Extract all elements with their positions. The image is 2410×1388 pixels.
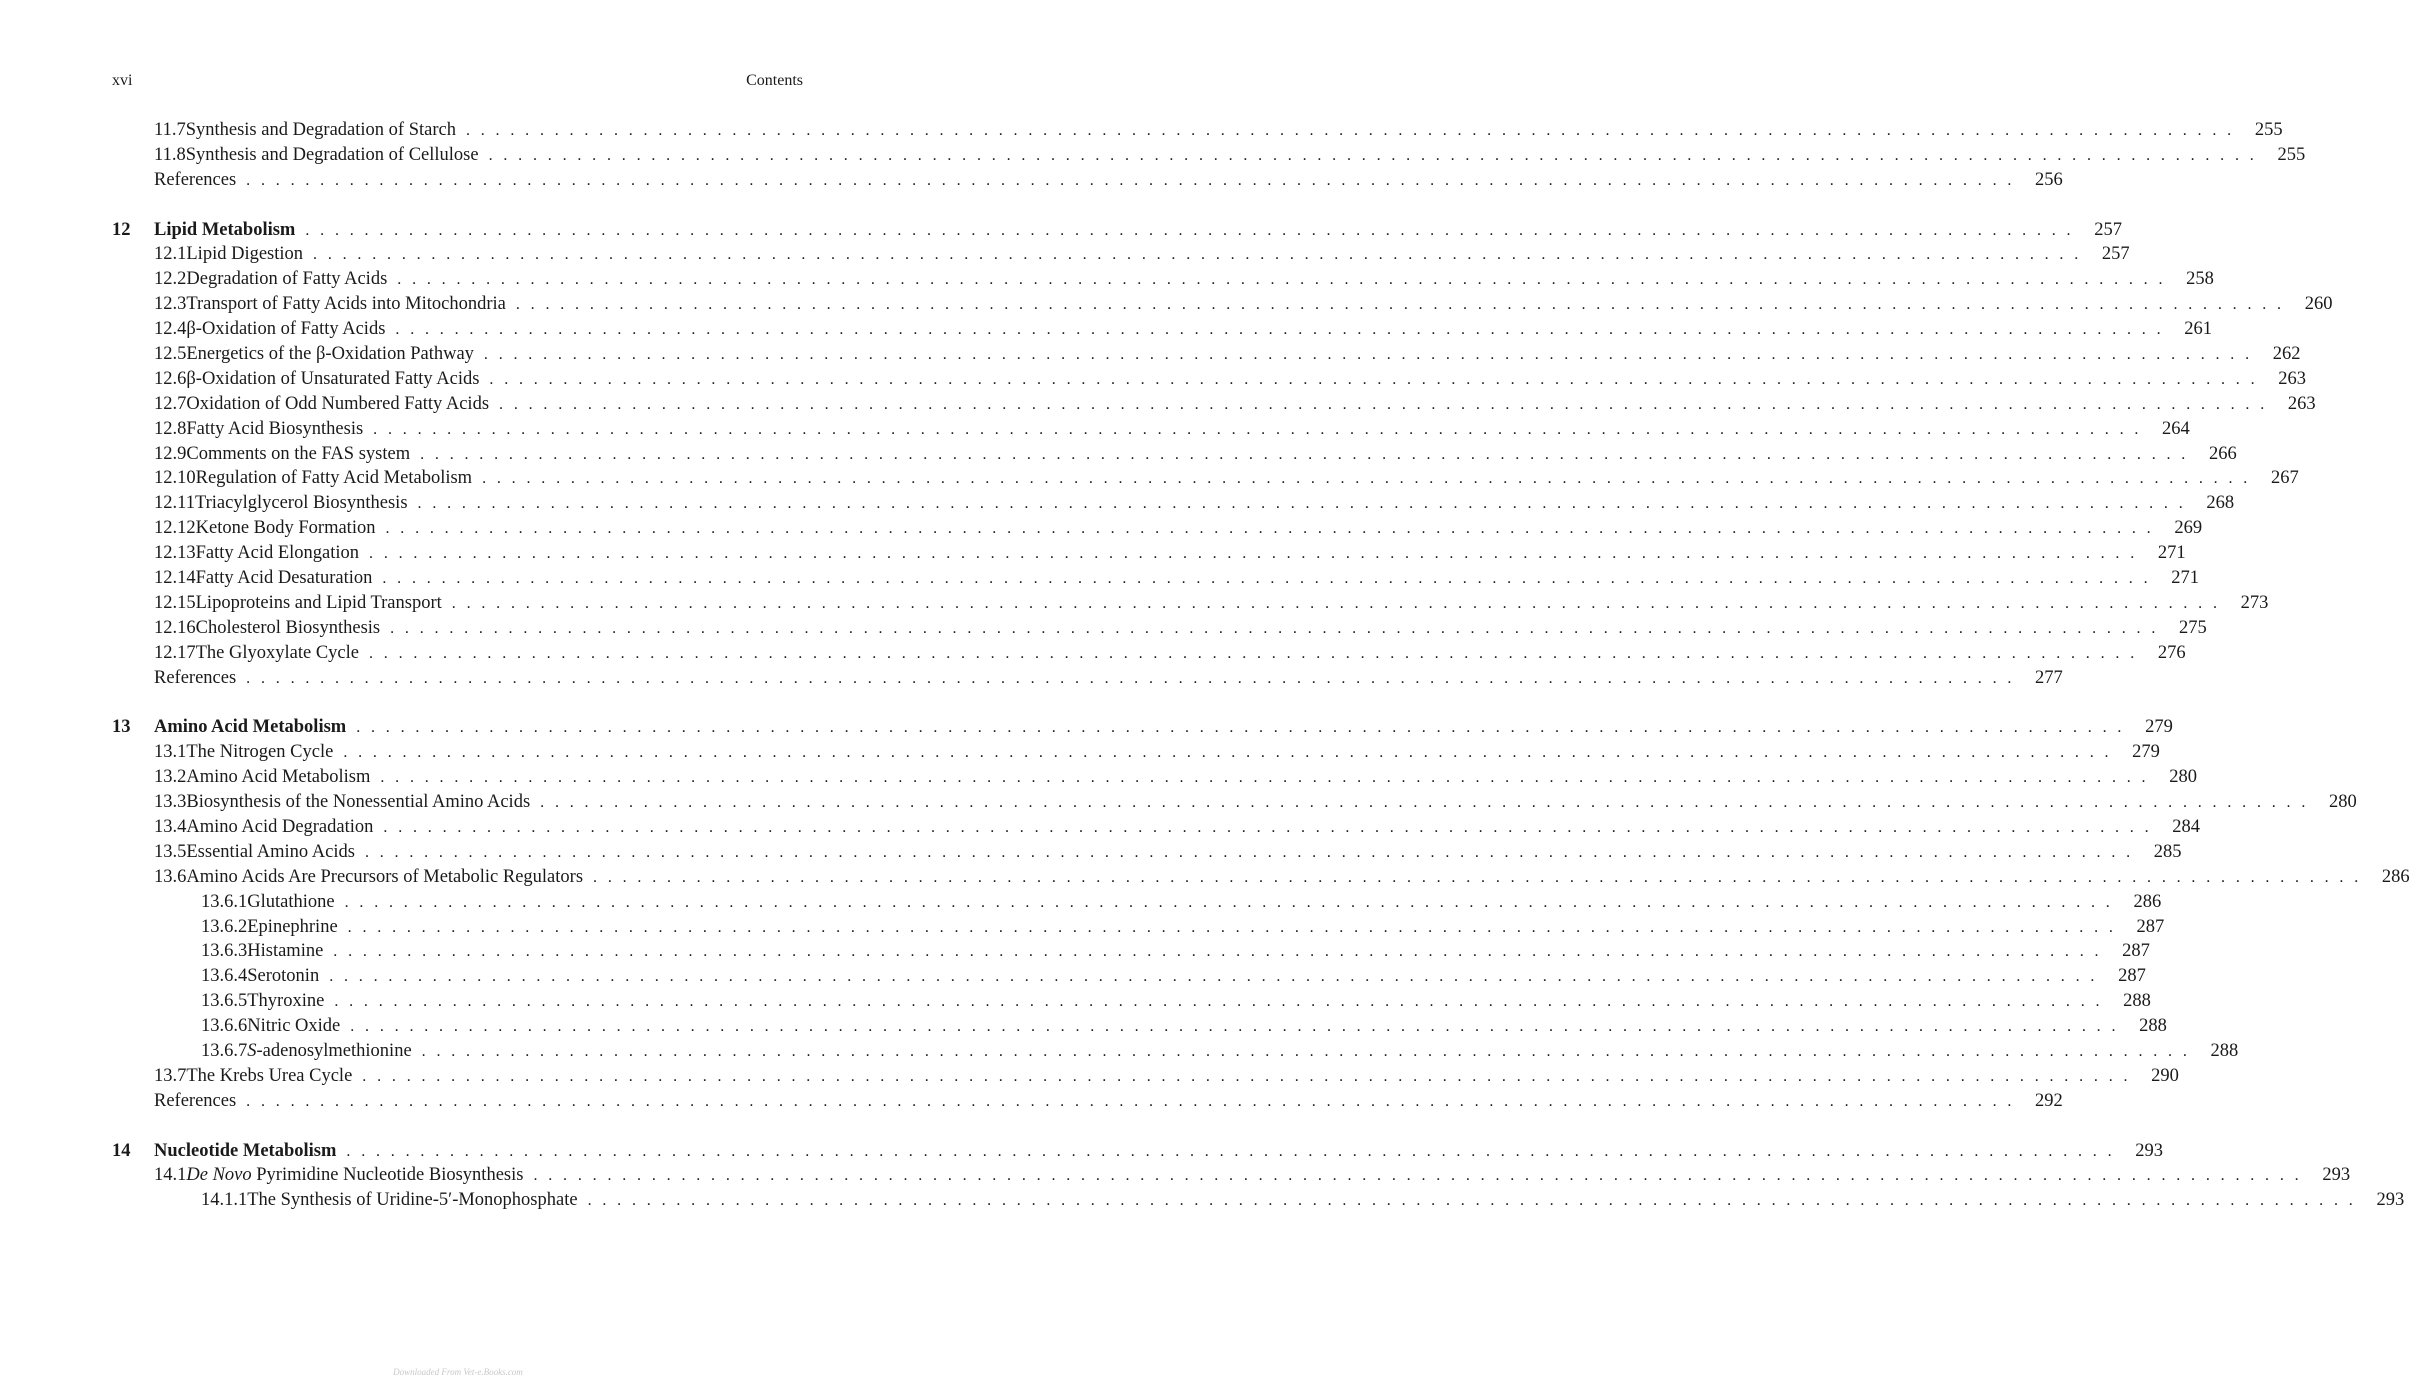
- dot-leader: . . . . . . . . . . . . . . . . . . . . . . . . . . . . . . . . . . . . . . . . . . . . . . . . . . . . . . . . . . . . . . . . . . . . . . . . . . . . . . . . . . . . . . . . . . . . . . . . . . . . . . . . . . . . . . . . . . . . . . . .: [421, 1042, 2191, 1060]
- section-number: 14.1: [154, 1165, 187, 1186]
- section-number: 12.11: [154, 493, 195, 514]
- entry-title: Lipid Metabolism: [154, 219, 296, 240]
- entry-title: Epinephrine: [247, 916, 338, 937]
- dot-leader: . . . . . . . . . . . . . . . . . . . . . . . . . . . . . . . . . . . . . . . . . . . . . . . . . . . . . . . . . . . . . . . . . . . . . . . . . . . . . . . . . . . . . . . . . . . . . . . . . . . . . . . . . . . . . . . . . . . . . . . .: [382, 570, 2151, 588]
- entry-title: The Nitrogen Cycle: [186, 742, 334, 763]
- toc-entry[interactable]: [112, 765, 2197, 790]
- toc-entry[interactable]: [112, 317, 2213, 342]
- dot-leader: . . . . . . . . . . . . . . . . . . . . . . . . . . . . . . . . . . . . . . . . . . . . . . . . . . . . . . . . . . . . . . . . . . . . . . . . . . . . . . . . . . . . . . . . . . . . . . . . . . . . . . . . . . . . . . . . . . . . . . . .: [395, 321, 2165, 339]
- dot-leader: . . . . . . . . . . . . . . . . . . . . . . . . . . . . . . . . . . . . . . . . . . . . . . . . . . . . . . . . . . . . . . . . . . . . . . . . . . . . . . . . . . . . . . . . . . . . . . . . . . . . . . . . . . . . . . . . . . . . . . . .: [334, 993, 2103, 1011]
- toc-entry[interactable]: [112, 367, 2307, 392]
- toc-entry[interactable]: [112, 616, 2207, 641]
- section-number: 12.1: [154, 244, 187, 265]
- section-number: 12.14: [154, 568, 196, 589]
- page-number-label: xvi: [112, 72, 133, 89]
- page-number: 287: [2118, 966, 2146, 987]
- running-header: [112, 72, 803, 94]
- toc-entry[interactable]: [112, 342, 2301, 367]
- entry-title: Synthesis and Degradation of Cellulose: [185, 144, 479, 165]
- entry-title: Histamine: [247, 941, 324, 962]
- toc-references-entry[interactable]: [112, 666, 2063, 691]
- chapter-number: 12: [112, 219, 131, 240]
- page-number: 268: [2206, 493, 2235, 514]
- page-number: 263: [2278, 368, 2307, 389]
- section-number: 13.6: [154, 866, 187, 887]
- toc-entry[interactable]: [112, 442, 2237, 467]
- dot-leader: . . . . . . . . . . . . . . . . . . . . . . . . . . . . . . . . . . . . . . . . . . . . . . . . . . . . . . . . . . . . . . . . . . . . . . . . . . . . . . . . . . . . . . . . . . . . . . . . . . . . . . . . . . . . . . . . . . . . . . . .: [383, 818, 2152, 836]
- entry-title: Biosynthesis of the Nonessential Amino Acids: [186, 792, 531, 813]
- toc-entry[interactable]: [112, 242, 2130, 267]
- toc-entry[interactable]: [112, 466, 2299, 491]
- chapter-number: 14: [112, 1140, 131, 1161]
- entry-title: De Novo Pyrimidine Nucleotide Biosynthesis: [186, 1165, 524, 1186]
- toc-entry[interactable]: [112, 740, 2160, 765]
- page-number: 290: [2151, 1065, 2179, 1086]
- page-number: 284: [2172, 816, 2200, 837]
- entry-title: Triacylglycerol Biosynthesis: [194, 493, 408, 514]
- entry-title: Serotonin: [247, 966, 320, 987]
- entry-title: Degradation of Fatty Acids: [186, 269, 388, 290]
- running-title: Contents: [746, 72, 803, 89]
- toc-entry[interactable]: [112, 840, 2182, 865]
- dot-leader: . . . . . . . . . . . . . . . . . . . . . . . . . . . . . . . . . . . . . . . . . . . . . . . . . . . . . . . . . . . . . . . . . . . . . . . . . . . . . . . . . . . . . . . . . . . . . . . . . . . . . . . . . . . . . . . . . . . . . . . .: [329, 968, 2098, 986]
- section-number: 12.4: [154, 319, 187, 340]
- dot-leader: . . . . . . . . . . . . . . . . . . . . . . . . . . . . . . . . . . . . . . . . . . . . . . . . . . . . . . . . . . . . . . . . . . . . . . . . . . . . . . . . . . . . . . . . . . . . . . . . . . . . . . . . . . . . . . . . . . . . . . . .: [347, 918, 2117, 936]
- dot-leader: . . . . . . . . . . . . . . . . . . . . . . . . . . . . . . . . . . . . . . . . . . . . . . . . . . . . . . . . . . . . . . . . . . . . . . . . . . . . . . . . . . . . . . . . . . . . . . . . . . . . . . . . . . . . . . . . . . . . . . . .: [369, 545, 2138, 563]
- toc-entry[interactable]: [112, 516, 2203, 541]
- section-number: 13.6.5: [201, 991, 248, 1012]
- toc-entry[interactable]: [112, 591, 2269, 616]
- section-number: 13.6.1: [201, 891, 248, 912]
- page-number: 262: [2272, 344, 2301, 365]
- toc-entry[interactable]: [112, 118, 2283, 143]
- entry-title: The Glyoxylate Cycle: [195, 642, 359, 663]
- dot-leader: . . . . . . . . . . . . . . . . . . . . . . . . . . . . . . . . . . . . . . . . . . . . . . . . . . . . . . . . . . . . . . . . . . . . . . . . . . . . . . . . . . . . . . . . . . . . . . . . . . . . . . . . . . . . . . . . . . . . . . . .: [369, 644, 2138, 662]
- dot-leader: . . . . . . . . . . . . . . . . . . . . . . . . . . . . . . . . . . . . . . . . . . . . . . . . . . . . . . . . . . . . . . . . . . . . . . . . . . . . . . . . . . . . . . . . . . . . . . . . . . . . . . . . . . . . . . . . . . . . . . . .: [515, 296, 2285, 314]
- page-number: 266: [2208, 443, 2237, 464]
- toc-entry[interactable]: [112, 939, 2150, 964]
- entry-title: Fatty Acid Elongation: [195, 543, 360, 564]
- toc-references-entry[interactable]: [112, 1089, 2063, 1114]
- page-number: 287: [2122, 941, 2150, 962]
- entry-title: β-Oxidation of Unsaturated Fatty Acids: [186, 368, 480, 389]
- page-number: 286: [2381, 866, 2410, 887]
- toc-chapter-entry[interactable]: [112, 218, 2122, 243]
- entry-title: Amino Acid Degradation: [186, 816, 374, 837]
- page-number: 257: [2094, 219, 2122, 240]
- page-number: 269: [2174, 518, 2203, 539]
- entry-title: References: [154, 667, 237, 688]
- section-number: 12.5: [154, 344, 187, 365]
- dot-leader: . . . . . . . . . . . . . . . . . . . . . . . . . . . . . . . . . . . . . . . . . . . . . . . . . . . . . . . . . . . . . . . . . . . . . . . . . . . . . . . . . . . . . . . . . . . . . . . . . . . . . . . . . . . . . . . . . . . . . . . .: [533, 1167, 2303, 1185]
- page-number: 293: [2376, 1190, 2405, 1211]
- dot-leader: . . . . . . . . . . . . . . . . . . . . . . . . . . . . . . . . . . . . . . . . . . . . . . . . . . . . . . . . . . . . . . . . . . . . . . . . . . . . . . . . . . . . . . . . . . . . . . . . . . . . . . . . . . . . . . . . . . . . . . . .: [380, 769, 2149, 787]
- section-number: 13.4: [154, 816, 187, 837]
- page-number: 287: [2136, 916, 2165, 937]
- dot-leader: . . . . . . . . . . . . . . . . . . . . . . . . . . . . . . . . . . . . . . . . . . . . . . . . . . . . . . . . . . . . . . . . . . . . . . . . . . . . . . . . . . . . . . . . . . . . . . . . . . . . . . . . . . . . . . . . . . . . . . . .: [587, 1192, 2357, 1210]
- page-number: 293: [2322, 1165, 2351, 1186]
- page-number: 279: [2132, 742, 2160, 763]
- dot-leader: . . . . . . . . . . . . . . . . . . . . . . . . . . . . . . . . . . . . . . . . . . . . . . . . . . . . . . . . . . . . . . . . . . . . . . . . . . . . . . . . . . . . . . . . . . . . . . . . . . . . . . . . . . . . . . . . . . . . . . . .: [420, 445, 2189, 463]
- entry-title: Ketone Body Formation: [195, 518, 376, 539]
- section-number: 12.3: [154, 294, 187, 315]
- toc-entry[interactable]: [112, 541, 2186, 566]
- section-number: 13.6.7: [201, 1040, 248, 1061]
- page-number: 293: [2135, 1140, 2164, 1161]
- page-number: 288: [2139, 1016, 2167, 1037]
- entry-title: References: [154, 1090, 237, 1111]
- section-number: 12.2: [154, 269, 187, 290]
- page-number: 255: [2277, 144, 2306, 165]
- section-number: 13.1: [154, 742, 187, 763]
- page-number: 277: [2035, 667, 2063, 688]
- page-number: 267: [2270, 468, 2299, 489]
- section-number: 12.16: [154, 617, 196, 638]
- dot-leader: . . . . . . . . . . . . . . . . . . . . . . . . . . . . . . . . . . . . . . . . . . . . . . . . . . . . . . . . . . . . . . . . . . . . . . . . . . . . . . . . . . . . . . . . . . . . . . . . . . . . . . . . . . . . . . . . . . . . . . . .: [344, 893, 2114, 911]
- section-number: 12.15: [154, 592, 196, 613]
- dot-leader: . . . . . . . . . . . . . . . . . . . . . . . . . . . . . . . . . . . . . . . . . . . . . . . . . . . . . . . . . . . . . . . . . . . . . . . . . . . . . . . . . . . . . . . . . . . . . . . . . . . . . . . . . . . . . . . . . . . . . . . .: [246, 669, 2015, 687]
- dot-leader: . . . . . . . . . . . . . . . . . . . . . . . . . . . . . . . . . . . . . . . . . . . . . . . . . . . . . . . . . . . . . . . . . . . . . . . . . . . . . . . . . . . . . . . . . . . . . . . . . . . . . . . . . . . . . . . . . . . . . . . .: [488, 146, 2258, 164]
- toc-entry[interactable]: [112, 641, 2186, 666]
- page-number: 255: [2254, 120, 2283, 140]
- dot-leader: . . . . . . . . . . . . . . . . . . . . . . . . . . . . . . . . . . . . . . . . . . . . . . . . . . . . . . . . . . . . . . . . . . . . . . . . . . . . . . . . . . . . . . . . . . . . . . . . . . . . . . . . . . . . . . . . . . . . . . . .: [540, 794, 2309, 812]
- entry-title: Fatty Acid Desaturation: [195, 568, 373, 589]
- section-number: 13.7: [154, 1065, 187, 1086]
- section-number: 12.9: [154, 443, 187, 464]
- toc-references-entry[interactable]: [112, 168, 2063, 193]
- download-watermark: Downloaded From Vet-e.Books.com: [393, 1367, 523, 1377]
- page-number: 264: [2162, 418, 2190, 439]
- section-number: 12.12: [154, 518, 196, 539]
- page-number: 263: [2287, 393, 2316, 414]
- page-number: 276: [2157, 642, 2186, 663]
- toc-entry[interactable]: [112, 267, 2214, 292]
- page-number: 280: [2169, 767, 2197, 788]
- entry-title: Thyroxine: [247, 991, 325, 1012]
- toc-entry[interactable]: [112, 815, 2200, 840]
- page-number: 288: [2123, 991, 2151, 1012]
- dot-leader: . . . . . . . . . . . . . . . . . . . . . . . . . . . . . . . . . . . . . . . . . . . . . . . . . . . . . . . . . . . . . . . . . . . . . . . . . . . . . . . . . . . . . . . . . . . . . . . . . . . . . . . . . . . . . . . . . . . . . . . .: [465, 122, 2235, 139]
- section-number: 12.7: [154, 393, 187, 414]
- dot-leader: . . . . . . . . . . . . . . . . . . . . . . . . . . . . . . . . . . . . . . . . . . . . . . . . . . . . . . . . . . . . . . . . . . . . . . . . . . . . . . . . . . . . . . . . . . . . . . . . . . . . . . . . . . . . . . . . . . . . . . . .: [362, 1067, 2131, 1085]
- page-number: 257: [2101, 244, 2130, 265]
- section-number: 13.6.6: [201, 1016, 248, 1037]
- toc-entry[interactable]: [112, 915, 2165, 940]
- toc-chapter-entry[interactable]: [112, 1139, 2164, 1164]
- dot-leader: . . . . . . . . . . . . . . . . . . . . . . . . . . . . . . . . . . . . . . . . . . . . . . . . . . . . . . . . . . . . . . . . . . . . . . . . . . . . . . . . . . . . . . . . . . . . . . . . . . . . . . . . . . . . . . . . . . . . . . . .: [364, 843, 2134, 861]
- entry-title: Regulation of Fatty Acid Metabolism: [195, 468, 473, 489]
- dot-leader: . . . . . . . . . . . . . . . . . . . . . . . . . . . . . . . . . . . . . . . . . . . . . . . . . . . . . . . . . . . . . . . . . . . . . . . . . . . . . . . . . . . . . . . . . . . . . . . . . . . . . . . . . . . . . . . . . . . . . . . .: [305, 221, 2074, 239]
- dot-leader: . . . . . . . . . . . . . . . . . . . . . . . . . . . . . . . . . . . . . . . . . . . . . . . . . . . . . . . . . . . . . . . . . . . . . . . . . . . . . . . . . . . . . . . . . . . . . . . . . . . . . . . . . . . . . . . . . . . . . . . .: [397, 271, 2166, 289]
- dot-leader: . . . . . . . . . . . . . . . . . . . . . . . . . . . . . . . . . . . . . . . . . . . . . . . . . . . . . . . . . . . . . . . . . . . . . . . . . . . . . . . . . . . . . . . . . . . . . . . . . . . . . . . . . . . . . . . . . . . . . . . .: [482, 470, 2251, 488]
- page-number: 292: [2035, 1090, 2063, 1111]
- toc-entry[interactable]: [112, 1039, 2239, 1064]
- section-number: 12.13: [154, 543, 196, 564]
- dot-leader: . . . . . . . . . . . . . . . . . . . . . . . . . . . . . . . . . . . . . . . . . . . . . . . . . . . . . . . . . . . . . . . . . . . . . . . . . . . . . . . . . . . . . . . . . . . . . . . . . . . . . . . . . . . . . . . . . . . . . . . .: [483, 346, 2253, 364]
- section-number: 11.8: [154, 144, 186, 165]
- entry-title: S-adenosylmethionine: [247, 1040, 412, 1061]
- page-number: 273: [2240, 592, 2269, 613]
- toc-entry[interactable]: [112, 143, 2306, 168]
- entry-title: The Synthesis of Uridine-5′-Monophosphate: [247, 1190, 578, 1211]
- dot-leader: . . . . . . . . . . . . . . . . . . . . . . . . . . . . . . . . . . . . . . . . . . . . . . . . . . . . . . . . . . . . . . . . . . . . . . . . . . . . . . . . . . . . . . . . . . . . . . . . . . . . . . . . . . . . . . . . . . . . . . . .: [499, 395, 2268, 413]
- toc-entry[interactable]: [112, 491, 2235, 516]
- toc-entry[interactable]: [112, 417, 2190, 442]
- toc-entry[interactable]: [112, 964, 2146, 989]
- dot-leader: . . . . . . . . . . . . . . . . . . . . . . . . . . . . . . . . . . . . . . . . . . . . . . . . . . . . . . . . . . . . . . . . . . . . . . . . . . . . . . . . . . . . . . . . . . . . . . . . . . . . . . . . . . . . . . . . . . . . . . . .: [313, 246, 2082, 264]
- page-number: 271: [2171, 568, 2199, 589]
- section-number: 12.17: [154, 642, 196, 663]
- entry-title: Oxidation of Odd Numbered Fatty Acids: [186, 393, 490, 414]
- section-number: 11.7: [154, 120, 186, 140]
- entry-title: Lipid Digestion: [186, 244, 304, 265]
- section-number: 12.10: [154, 468, 196, 489]
- page-number: 279: [2145, 717, 2173, 738]
- page-number: 260: [2304, 294, 2333, 315]
- toc-entry[interactable]: [112, 790, 2357, 815]
- dot-leader: . . . . . . . . . . . . . . . . . . . . . . . . . . . . . . . . . . . . . . . . . . . . . . . . . . . . . . . . . . . . . . . . . . . . . . . . . . . . . . . . . . . . . . . . . . . . . . . . . . . . . . . . . . . . . . . . . . . . . . . .: [373, 420, 2142, 438]
- entry-title: Nucleotide Metabolism: [154, 1140, 337, 1161]
- toc-entry[interactable]: [112, 1163, 2351, 1188]
- section-number: 12.6: [154, 368, 187, 389]
- dot-leader: . . . . . . . . . . . . . . . . . . . . . . . . . . . . . . . . . . . . . . . . . . . . . . . . . . . . . . . . . . . . . . . . . . . . . . . . . . . . . . . . . . . . . . . . . . . . . . . . . . . . . . . . . . . . . . . . . . . . . . . .: [343, 744, 2112, 762]
- section-number: 13.6.2: [201, 916, 248, 937]
- entry-title: Synthesis and Degradation of Starch: [185, 120, 456, 140]
- dot-leader: . . . . . . . . . . . . . . . . . . . . . . . . . . . . . . . . . . . . . . . . . . . . . . . . . . . . . . . . . . . . . . . . . . . . . . . . . . . . . . . . . . . . . . . . . . . . . . . . . . . . . . . . . . . . . . . . . . . . . . . .: [346, 1142, 2116, 1160]
- entry-title: Amino Acid Metabolism: [154, 717, 347, 738]
- page-number: 271: [2157, 543, 2186, 564]
- toc-entry[interactable]: [112, 890, 2162, 915]
- toc-entry[interactable]: [112, 566, 2199, 591]
- entry-title: Comments on the FAS system: [186, 443, 411, 464]
- dot-leader: . . . . . . . . . . . . . . . . . . . . . . . . . . . . . . . . . . . . . . . . . . . . . . . . . . . . . . . . . . . . . . . . . . . . . . . . . . . . . . . . . . . . . . . . . . . . . . . . . . . . . . . . . . . . . . . . . . . . . . . .: [417, 495, 2187, 513]
- entry-title: References: [154, 169, 237, 190]
- page-number: 256: [2035, 169, 2063, 190]
- chapter-number: 13: [112, 717, 131, 738]
- toc-entry[interactable]: [112, 989, 2151, 1014]
- section-number: 13.5: [154, 841, 187, 862]
- page-number: 280: [2329, 792, 2357, 813]
- dot-leader: . . . . . . . . . . . . . . . . . . . . . . . . . . . . . . . . . . . . . . . . . . . . . . . . . . . . . . . . . . . . . . . . . . . . . . . . . . . . . . . . . . . . . . . . . . . . . . . . . . . . . . . . . . . . . . . . . . . . . . . .: [356, 719, 2125, 737]
- dot-leader: . . . . . . . . . . . . . . . . . . . . . . . . . . . . . . . . . . . . . . . . . . . . . . . . . . . . . . . . . . . . . . . . . . . . . . . . . . . . . . . . . . . . . . . . . . . . . . . . . . . . . . . . . . . . . . . . . . . . . . . .: [390, 619, 2159, 637]
- entry-title: Cholesterol Biosynthesis: [195, 617, 381, 638]
- toc-entry[interactable]: [112, 1188, 2405, 1213]
- section-number: 12.8: [154, 418, 187, 439]
- dot-leader: . . . . . . . . . . . . . . . . . . . . . . . . . . . . . . . . . . . . . . . . . . . . . . . . . . . . . . . . . . . . . . . . . . . . . . . . . . . . . . . . . . . . . . . . . . . . . . . . . . . . . . . . . . . . . . . . . . . . . . . .: [451, 594, 2221, 612]
- dot-leader: . . . . . . . . . . . . . . . . . . . . . . . . . . . . . . . . . . . . . . . . . . . . . . . . . . . . . . . . . . . . . . . . . . . . . . . . . . . . . . . . . . . . . . . . . . . . . . . . . . . . . . . . . . . . . . . . . . . . . . . .: [489, 370, 2259, 388]
- entry-title: Glutathione: [247, 891, 335, 912]
- dot-leader: . . . . . . . . . . . . . . . . . . . . . . . . . . . . . . . . . . . . . . . . . . . . . . . . . . . . . . . . . . . . . . . . . . . . . . . . . . . . . . . . . . . . . . . . . . . . . . . . . . . . . . . . . . . . . . . . . . . . . . . .: [385, 520, 2155, 538]
- page-number: 285: [2153, 841, 2182, 862]
- page-number: 258: [2186, 269, 2214, 290]
- dot-leader: . . . . . . . . . . . . . . . . . . . . . . . . . . . . . . . . . . . . . . . . . . . . . . . . . . . . . . . . . . . . . . . . . . . . . . . . . . . . . . . . . . . . . . . . . . . . . . . . . . . . . . . . . . . . . . . . . . . . . . . .: [593, 868, 2362, 886]
- entry-title: Amino Acids Are Precursors of Metabolic Regulators: [186, 866, 584, 887]
- section-number: 13.2: [154, 767, 187, 788]
- dot-leader: . . . . . . . . . . . . . . . . . . . . . . . . . . . . . . . . . . . . . . . . . . . . . . . . . . . . . . . . . . . . . . . . . . . . . . . . . . . . . . . . . . . . . . . . . . . . . . . . . . . . . . . . . . . . . . . . . . . . . . . .: [350, 1018, 2119, 1036]
- page-number: 288: [2210, 1040, 2239, 1061]
- section-number: 13.3: [154, 792, 187, 813]
- entry-title: Transport of Fatty Acids into Mitochondria: [186, 294, 506, 315]
- entry-title: The Krebs Urea Cycle: [186, 1065, 353, 1086]
- dot-leader: . . . . . . . . . . . . . . . . . . . . . . . . . . . . . . . . . . . . . . . . . . . . . . . . . . . . . . . . . . . . . . . . . . . . . . . . . . . . . . . . . . . . . . . . . . . . . . . . . . . . . . . . . . . . . . . . . . . . . . . .: [246, 1092, 2015, 1110]
- page-number: 261: [2184, 319, 2213, 340]
- entry-title: Nitric Oxide: [247, 1016, 341, 1037]
- dot-leader: . . . . . . . . . . . . . . . . . . . . . . . . . . . . . . . . . . . . . . . . . . . . . . . . . . . . . . . . . . . . . . . . . . . . . . . . . . . . . . . . . . . . . . . . . . . . . . . . . . . . . . . . . . . . . . . . . . . . . . . .: [333, 943, 2102, 961]
- toc-entry[interactable]: [112, 865, 2410, 890]
- entry-title: Essential Amino Acids: [186, 841, 355, 862]
- page-number: 286: [2133, 891, 2162, 912]
- table-of-contents: [112, 118, 2410, 1213]
- dot-leader: . . . . . . . . . . . . . . . . . . . . . . . . . . . . . . . . . . . . . . . . . . . . . . . . . . . . . . . . . . . . . . . . . . . . . . . . . . . . . . . . . . . . . . . . . . . . . . . . . . . . . . . . . . . . . . . . . . . . . . . .: [246, 171, 2015, 189]
- toc-entry[interactable]: [112, 1014, 2167, 1039]
- section-number: 14.1.1: [201, 1190, 248, 1211]
- toc-entry[interactable]: [112, 1064, 2179, 1089]
- entry-title: Energetics of the β-Oxidation Pathway: [186, 344, 474, 365]
- toc-entry[interactable]: [112, 292, 2333, 317]
- section-number: 13.6.4: [201, 966, 248, 987]
- toc-entry[interactable]: [112, 392, 2316, 417]
- entry-title: β-Oxidation of Fatty Acids: [186, 319, 386, 340]
- entry-title: Amino Acid Metabolism: [186, 767, 371, 788]
- toc-chapter-entry[interactable]: [112, 715, 2173, 740]
- page-number: 275: [2178, 617, 2207, 638]
- entry-title: Fatty Acid Biosynthesis: [186, 418, 364, 439]
- section-number: 13.6.3: [201, 941, 248, 962]
- entry-title: Lipoproteins and Lipid Transport: [195, 592, 442, 613]
